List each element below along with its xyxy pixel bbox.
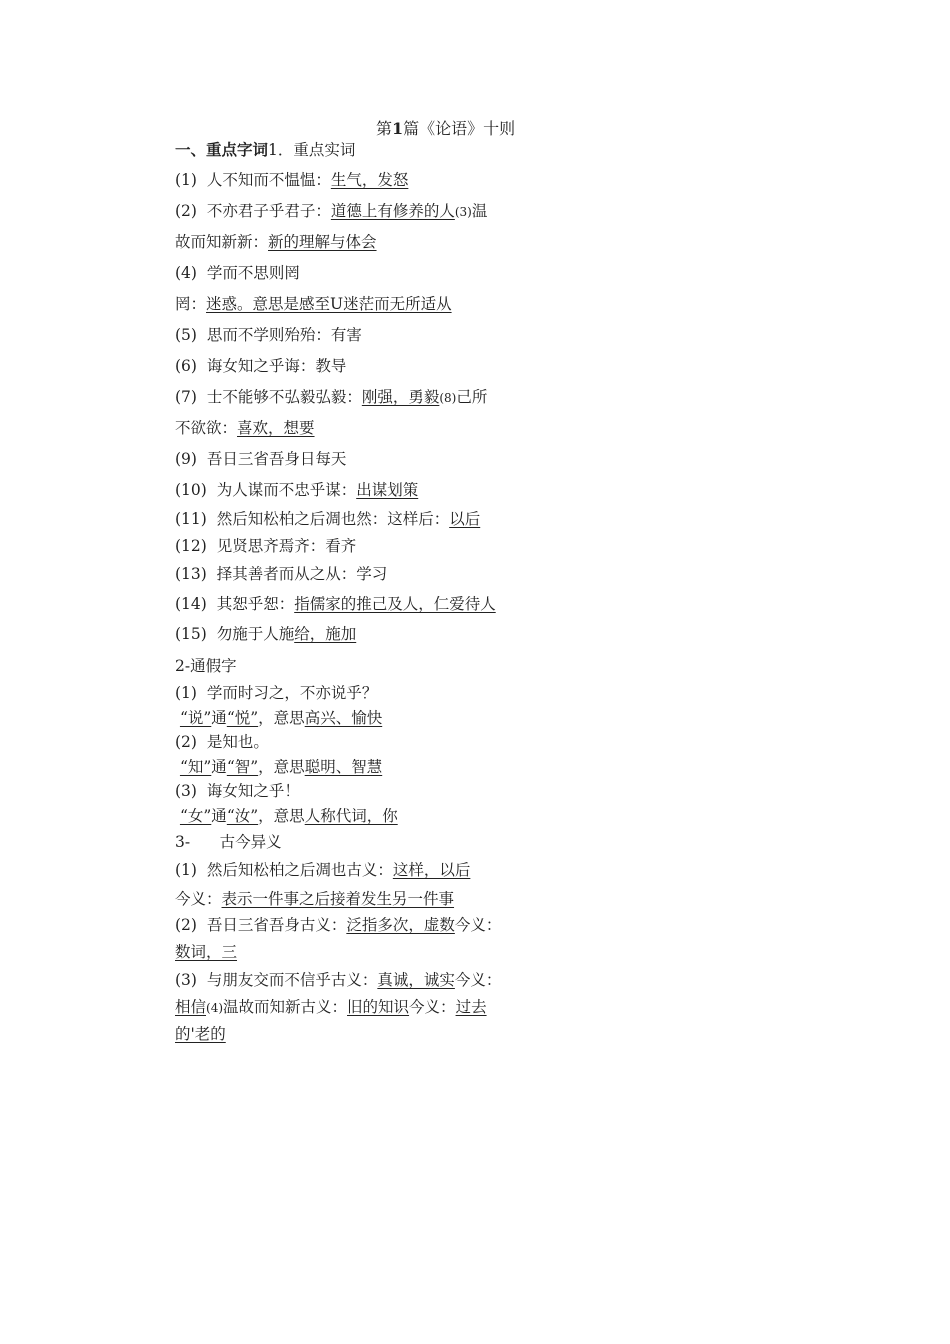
list-item bbox=[175, 418, 315, 438]
item-number: (15) bbox=[175, 625, 207, 643]
section-heading-text: 一、重点字词 bbox=[175, 140, 269, 159]
subsection-heading: 1．重点实词 bbox=[268, 141, 356, 159]
section-heading-text: 古今异义 bbox=[219, 833, 282, 851]
item-answer: 聪明、智慧 bbox=[304, 758, 383, 776]
item-question: 己所 bbox=[456, 388, 488, 406]
item-answer: 泛指多次，虚数 bbox=[346, 916, 455, 934]
item-number: (4) bbox=[175, 264, 197, 282]
list-item bbox=[175, 564, 387, 584]
meaning-label: ，意思 bbox=[258, 807, 305, 825]
original-word: “汝” bbox=[226, 807, 259, 825]
title-prefix: 第 bbox=[376, 119, 393, 138]
item-question: 学而不思则罔 bbox=[206, 264, 300, 282]
item-answer: 新的理解与体会 bbox=[268, 233, 377, 251]
section-heading-2: 2-通假字 bbox=[175, 657, 237, 675]
item-number: (4) bbox=[206, 1001, 224, 1015]
section-number: 3- bbox=[175, 833, 191, 851]
item-number: (1) bbox=[175, 861, 197, 879]
list-item-answer bbox=[175, 708, 382, 728]
item-question: 见贤思齐焉齐：看齐 bbox=[216, 537, 357, 555]
item-number: (3) bbox=[175, 971, 197, 989]
item-question: 然后知松柏之后凋也古义： bbox=[206, 861, 393, 879]
item-answer: 过去 bbox=[455, 998, 487, 1016]
item-question: 今义： bbox=[454, 971, 502, 989]
item-answer: 真诚，诚实 bbox=[377, 971, 455, 989]
section-heading-3 bbox=[175, 832, 282, 852]
variant-word: “知” bbox=[179, 758, 212, 776]
item-question: 今义： bbox=[454, 916, 502, 934]
item-answer: 这样，以后 bbox=[392, 861, 471, 879]
item-answer: 表示一件事之后接着发生另一件事 bbox=[221, 890, 455, 908]
list-item bbox=[175, 997, 487, 1018]
item-question: 今义： bbox=[175, 890, 222, 908]
list-item bbox=[175, 732, 269, 752]
list-item bbox=[175, 781, 300, 801]
list-item bbox=[175, 915, 501, 935]
list-item bbox=[175, 232, 377, 252]
item-question: 思而不学则殆殆：有害 bbox=[206, 326, 362, 344]
list-item bbox=[175, 387, 487, 408]
item-question: 择其善者而从之从：学习 bbox=[216, 565, 388, 583]
item-question: 诲女知之乎诲：教导 bbox=[206, 357, 347, 375]
item-number: (1) bbox=[175, 684, 197, 702]
list-item bbox=[175, 263, 300, 283]
item-number: (12) bbox=[175, 537, 207, 555]
item-number: (1) bbox=[175, 171, 197, 189]
item-question: 温故而知新古义： bbox=[223, 998, 348, 1016]
list-item bbox=[175, 170, 408, 190]
item-question: 故而知新新： bbox=[175, 233, 269, 251]
item-question: 罔： bbox=[175, 295, 207, 313]
item-number: (2) bbox=[175, 733, 197, 751]
item-question: 与朋友交而不信乎古义： bbox=[206, 971, 378, 989]
item-number: (14) bbox=[175, 595, 207, 613]
list-item bbox=[175, 970, 501, 990]
section-heading-1 bbox=[175, 140, 355, 160]
list-item bbox=[175, 325, 362, 345]
list-item bbox=[175, 624, 356, 644]
item-question: 今义： bbox=[409, 998, 456, 1016]
title-number: 1 bbox=[392, 119, 404, 138]
list-item bbox=[175, 480, 418, 500]
tong-label: 通 bbox=[211, 709, 227, 727]
tong-label: 通 bbox=[211, 807, 227, 825]
variant-word: “说” bbox=[179, 709, 212, 727]
item-question: 为人谋而不忠乎谋： bbox=[216, 481, 357, 499]
item-answer: 的'老的 bbox=[175, 1025, 226, 1043]
list-item bbox=[175, 683, 377, 703]
item-number: (3) bbox=[175, 782, 197, 800]
list-item-answer bbox=[175, 757, 382, 777]
item-question: 士不能够不弘毅弘毅： bbox=[206, 388, 362, 406]
item-answer: 以后 bbox=[449, 510, 481, 528]
item-answer: 刚强，勇毅 bbox=[361, 388, 440, 406]
list-item bbox=[175, 356, 346, 376]
item-number: (11) bbox=[175, 510, 207, 528]
item-answer: 生气，发怒 bbox=[330, 171, 409, 189]
item-number: (3) bbox=[454, 205, 472, 219]
list-item-answer bbox=[175, 806, 398, 826]
item-question: 是知也。 bbox=[206, 733, 269, 751]
item-question: 不亦君子乎君子： bbox=[206, 202, 331, 220]
list-item bbox=[175, 509, 480, 529]
item-number: (8) bbox=[439, 391, 457, 405]
item-answer: 给，施加 bbox=[294, 625, 357, 643]
meaning-label: ，意思 bbox=[258, 758, 305, 776]
item-answer: 相信 bbox=[175, 998, 207, 1016]
item-number: (9) bbox=[175, 450, 197, 468]
list-item bbox=[175, 201, 487, 222]
item-number: (6) bbox=[175, 357, 197, 375]
item-question: 吾日三省吾身古义： bbox=[206, 916, 347, 934]
item-answer: 数词，三 bbox=[175, 943, 238, 961]
original-word: “悦” bbox=[226, 709, 259, 727]
item-answer: 人称代词，你 bbox=[304, 807, 398, 825]
item-answer: 旧的知识 bbox=[347, 998, 410, 1016]
item-number: (2) bbox=[175, 202, 197, 220]
item-answer: 道德上有修养的人 bbox=[330, 202, 455, 220]
item-question: 吾日三省吾身日每天 bbox=[206, 450, 347, 468]
item-answer: 高兴、愉快 bbox=[304, 709, 383, 727]
item-answer: 出谋划策 bbox=[356, 481, 419, 499]
title-text: 篇《论语》十则 bbox=[403, 119, 516, 138]
item-answer: 喜欢，想要 bbox=[237, 419, 315, 437]
item-question: 人不知而不愠愠： bbox=[206, 171, 331, 189]
item-number: (5) bbox=[175, 326, 197, 344]
list-item bbox=[175, 860, 470, 880]
item-answer: 迷惑。意思是感至U迷茫而无所适从 bbox=[206, 295, 452, 313]
list-item bbox=[175, 594, 496, 614]
list-item bbox=[175, 942, 237, 962]
tong-label: 通 bbox=[211, 758, 227, 776]
item-number: (7) bbox=[175, 388, 197, 406]
item-question: 学而时习之，不亦说乎？ bbox=[206, 684, 378, 702]
original-word: “智” bbox=[226, 758, 259, 776]
item-number: (10) bbox=[175, 481, 207, 499]
variant-word: “女” bbox=[179, 807, 212, 825]
list-item bbox=[175, 889, 454, 909]
list-item bbox=[175, 1024, 226, 1044]
item-question: 其恕乎恕： bbox=[216, 595, 295, 613]
page-title bbox=[376, 116, 515, 139]
list-item bbox=[175, 536, 356, 556]
item-number: (13) bbox=[175, 565, 207, 583]
item-answer: 指儒家的推己及人，仁爱待人 bbox=[294, 595, 496, 613]
item-question: 然后知松柏之后凋也然：这样后： bbox=[216, 510, 450, 528]
list-item bbox=[175, 449, 346, 469]
item-number: (2) bbox=[175, 916, 197, 934]
item-question: 不欲欲： bbox=[175, 419, 238, 437]
list-item bbox=[175, 294, 452, 314]
meaning-label: ，意思 bbox=[258, 709, 305, 727]
item-question: 诲女知之乎！ bbox=[206, 782, 300, 800]
item-question: 勿施于人施 bbox=[216, 625, 295, 643]
item-question: 温 bbox=[471, 202, 488, 220]
